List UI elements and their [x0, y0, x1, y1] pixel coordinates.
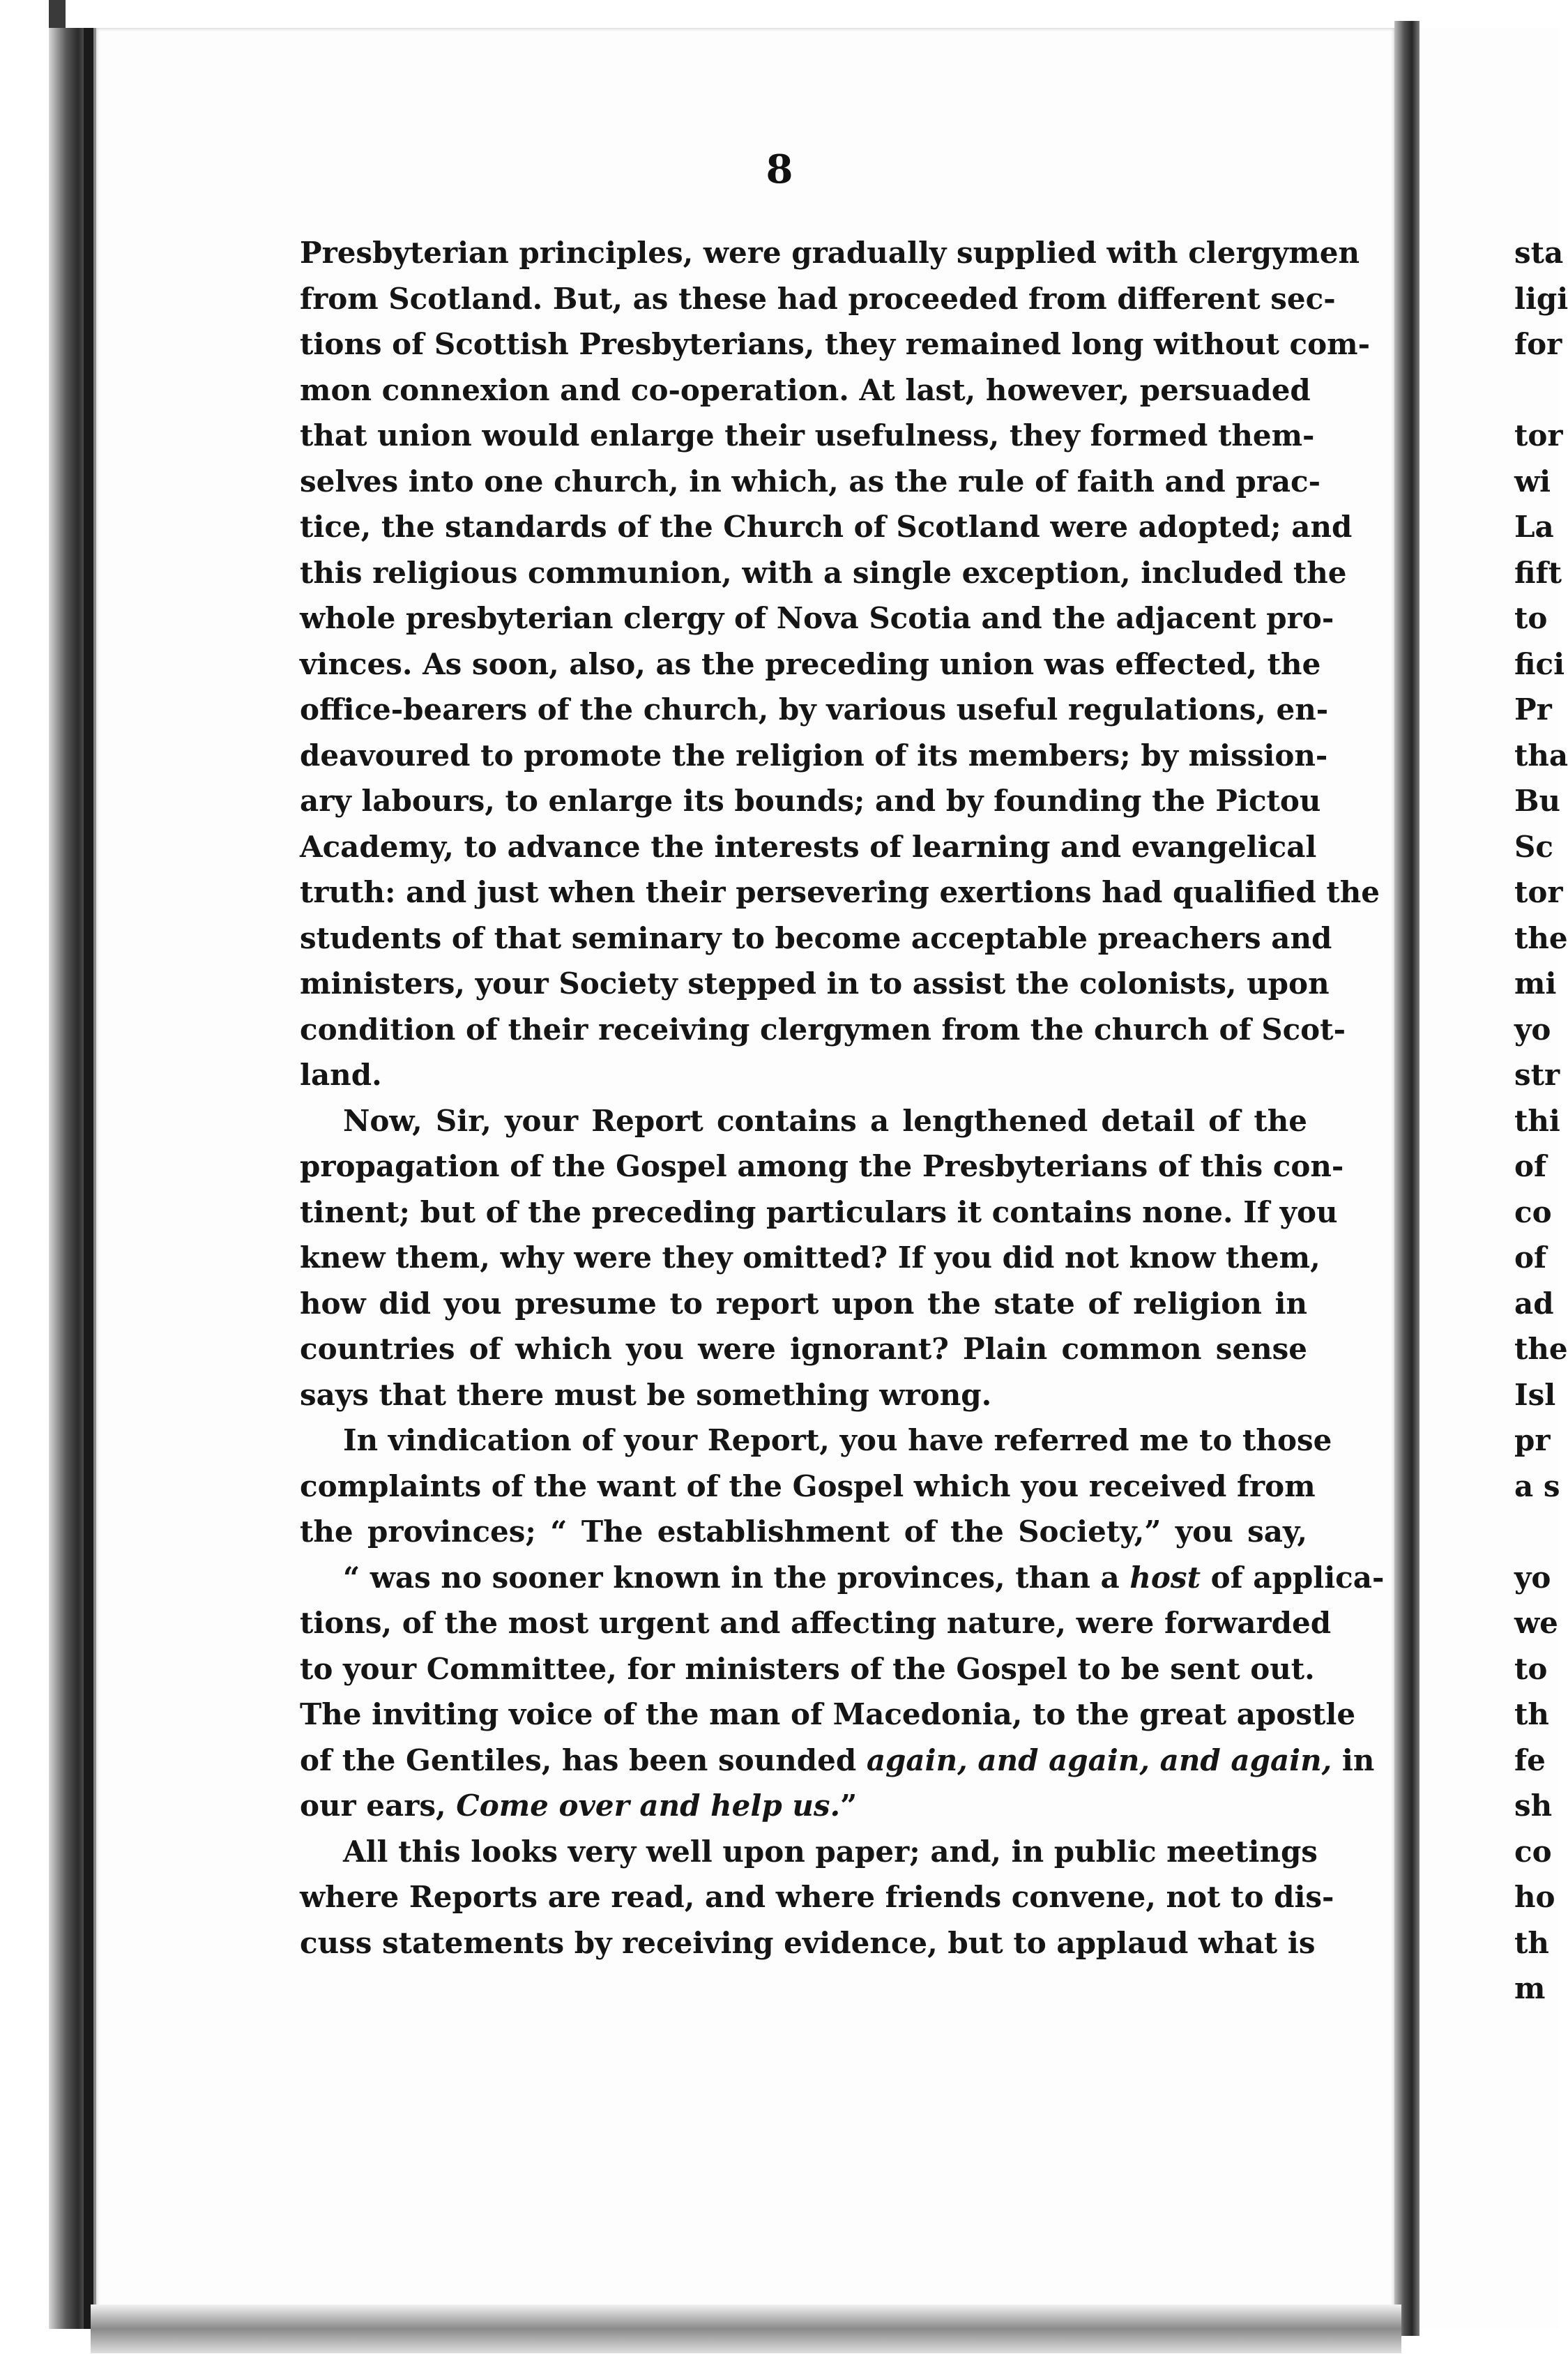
- next-page-fragment: Pr: [1514, 692, 1552, 727]
- next-page-fragment: yo: [1514, 1012, 1551, 1047]
- next-page-fragment: Sc: [1514, 829, 1553, 864]
- text-line: the provinces; “ The establishment of the Society,” you say,: [300, 1514, 1307, 1549]
- text-line: how did you presume to report upon the state of religion in: [300, 1286, 1307, 1321]
- text-line: In vindication of your Report, you have referred me to those: [343, 1423, 1332, 1457]
- next-page-fragment: fici: [1514, 646, 1565, 681]
- next-page-fragment: m: [1514, 1971, 1546, 2005]
- text-line: students of that seminary to become acceptable preachers and: [300, 920, 1332, 955]
- text-line: land.: [300, 1058, 382, 1092]
- text-line: cuss statements by receiving evidence, but to applaud what is: [300, 1925, 1316, 1960]
- text-line: selves into one church, in which, as the rule of faith and prac-: [300, 464, 1321, 499]
- next-page-fragment: ligi: [1514, 281, 1568, 316]
- next-page-fragment: [1514, 367, 1568, 413]
- next-page-fragment: to: [1514, 601, 1548, 635]
- text-line: whole presbyterian clergy of Nova Scotia and the adjacent pro-: [300, 601, 1334, 635]
- next-page-fragment: sta: [1514, 236, 1564, 270]
- next-page-fragment: of: [1514, 1240, 1547, 1275]
- text-line: deavoured to promote the religion of its members; by mission-: [300, 738, 1328, 773]
- next-page-fragment: wi: [1514, 464, 1551, 499]
- text-line: Now, Sir, your Report contains a lengthened detail of the: [343, 1103, 1307, 1138]
- text-line: our ears, Come over and help us.”: [300, 1789, 858, 1823]
- text-line: All this looks very well upon paper; and, in public meetings: [343, 1834, 1318, 1869]
- text-line: office-bearers of the church, by various useful regulations, en-: [300, 692, 1329, 727]
- text-line: that union would enlarge their usefulness, they formed them-: [300, 418, 1315, 453]
- scan-smudge: [49, 0, 66, 28]
- next-page-fragment: pr: [1514, 1423, 1551, 1457]
- text-line: knew them, why were they omitted? If you did not know them,: [300, 1240, 1320, 1275]
- text-line: countries of which you were ignorant? Plain common sense: [300, 1332, 1307, 1366]
- next-page-fragment: ho: [1514, 1880, 1555, 1914]
- text-line: Presbyterian principles, were gradually supplied with clergymen: [300, 236, 1360, 270]
- next-page-fragment: mi: [1514, 966, 1557, 1001]
- text-line: The inviting voice of the man of Macedonia, to the great apostle: [300, 1697, 1356, 1731]
- text-line: vinces. As soon, also, as the preceding union was effected, the: [300, 646, 1321, 681]
- text-line: Academy, to advance the interests of learning and evangelical: [300, 829, 1317, 864]
- next-page-fragment: Bu: [1514, 784, 1561, 818]
- text-line: of the Gentiles, has been sounded again, and again, and again,: [300, 1742, 1332, 1777]
- text-line: truth: and just when their persevering exertions had qualified the: [300, 875, 1380, 909]
- bottom-scan-edge: [91, 2304, 1401, 2353]
- next-page-fragment: ad: [1514, 1286, 1554, 1321]
- next-page-fragment: str: [1514, 1058, 1560, 1092]
- text-line: tice, the standards of the Church of Scotland were adopted; and: [300, 510, 1353, 544]
- text-line: mon connexion and co-operation. At last, however, persuaded: [300, 372, 1311, 407]
- text-line: says that there must be something wrong.: [300, 1377, 992, 1412]
- next-page-fragment: to: [1514, 1651, 1548, 1686]
- text-line: to your Committee, for ministers of the Gospel to be sent out.: [300, 1651, 1315, 1686]
- next-page-fragment: fift: [1514, 555, 1562, 590]
- body-text: [300, 230, 1385, 1966]
- next-page-fragment: th: [1514, 1697, 1549, 1731]
- next-page-fragment: fe: [1514, 1742, 1546, 1777]
- text-line: ary labours, to enlarge its bounds; and by founding the Pictou: [300, 784, 1321, 818]
- book-gutter: [1394, 21, 1419, 2336]
- next-page-fragment: tor: [1514, 875, 1563, 909]
- next-page-fragment: the: [1514, 920, 1568, 955]
- text-line: condition of their receiving clergymen from the church of Scot-: [300, 1012, 1346, 1047]
- text-line: where Reports are read, and where friends convene, not to dis-: [300, 1880, 1334, 1914]
- next-page-fragment: of: [1514, 1149, 1547, 1183]
- next-page-fragment: La: [1514, 510, 1554, 544]
- text-line: from Scotland. But, as these had proceeded from different sec-: [300, 281, 1336, 316]
- text-line: this religious communion, with a single exception, included the: [300, 555, 1347, 590]
- next-page-text: [1514, 230, 1568, 2012]
- next-page-fragment: a s: [1514, 1468, 1560, 1503]
- text-line: complaints of the want of the Gospel which you received from: [300, 1468, 1316, 1503]
- text-line: tions of Scottish Presbyterians, they remained long without com-: [300, 327, 1371, 361]
- next-page-fragment: thi: [1514, 1103, 1560, 1138]
- next-page-fragment: co: [1514, 1194, 1552, 1229]
- next-page-fragment: Isl: [1514, 1377, 1556, 1412]
- text-line: tinent; but of the preceding particulars it contains none. If you: [300, 1194, 1338, 1229]
- text-line: tions, of the most urgent and affecting nature, were forwarded: [300, 1606, 1332, 1640]
- next-page-fragment: yo: [1514, 1560, 1551, 1595]
- next-page-fragment: for: [1514, 327, 1562, 361]
- text-line: “ was no sooner known in the provinces, than a host of applica-: [343, 1560, 1385, 1595]
- next-page-fragment: the: [1514, 1332, 1568, 1366]
- next-page-fragment: tha: [1514, 738, 1568, 773]
- next-page-fragment: th: [1514, 1925, 1549, 1960]
- next-page-fragment: co: [1514, 1834, 1552, 1869]
- next-page-fragment: tor: [1514, 418, 1563, 453]
- left-scan-edge-shadow: [84, 28, 93, 2329]
- next-page-fragment: we: [1514, 1606, 1558, 1640]
- text-line: ministers, your Society stepped in to assist the colonists, upon: [300, 966, 1330, 1001]
- next-page-fragment: [1514, 1509, 1568, 1555]
- text-line: propagation of the Gospel among the Presbyterians of this con-: [300, 1149, 1344, 1183]
- next-page-fragment: sh: [1514, 1789, 1553, 1823]
- page-number: 8: [766, 146, 793, 192]
